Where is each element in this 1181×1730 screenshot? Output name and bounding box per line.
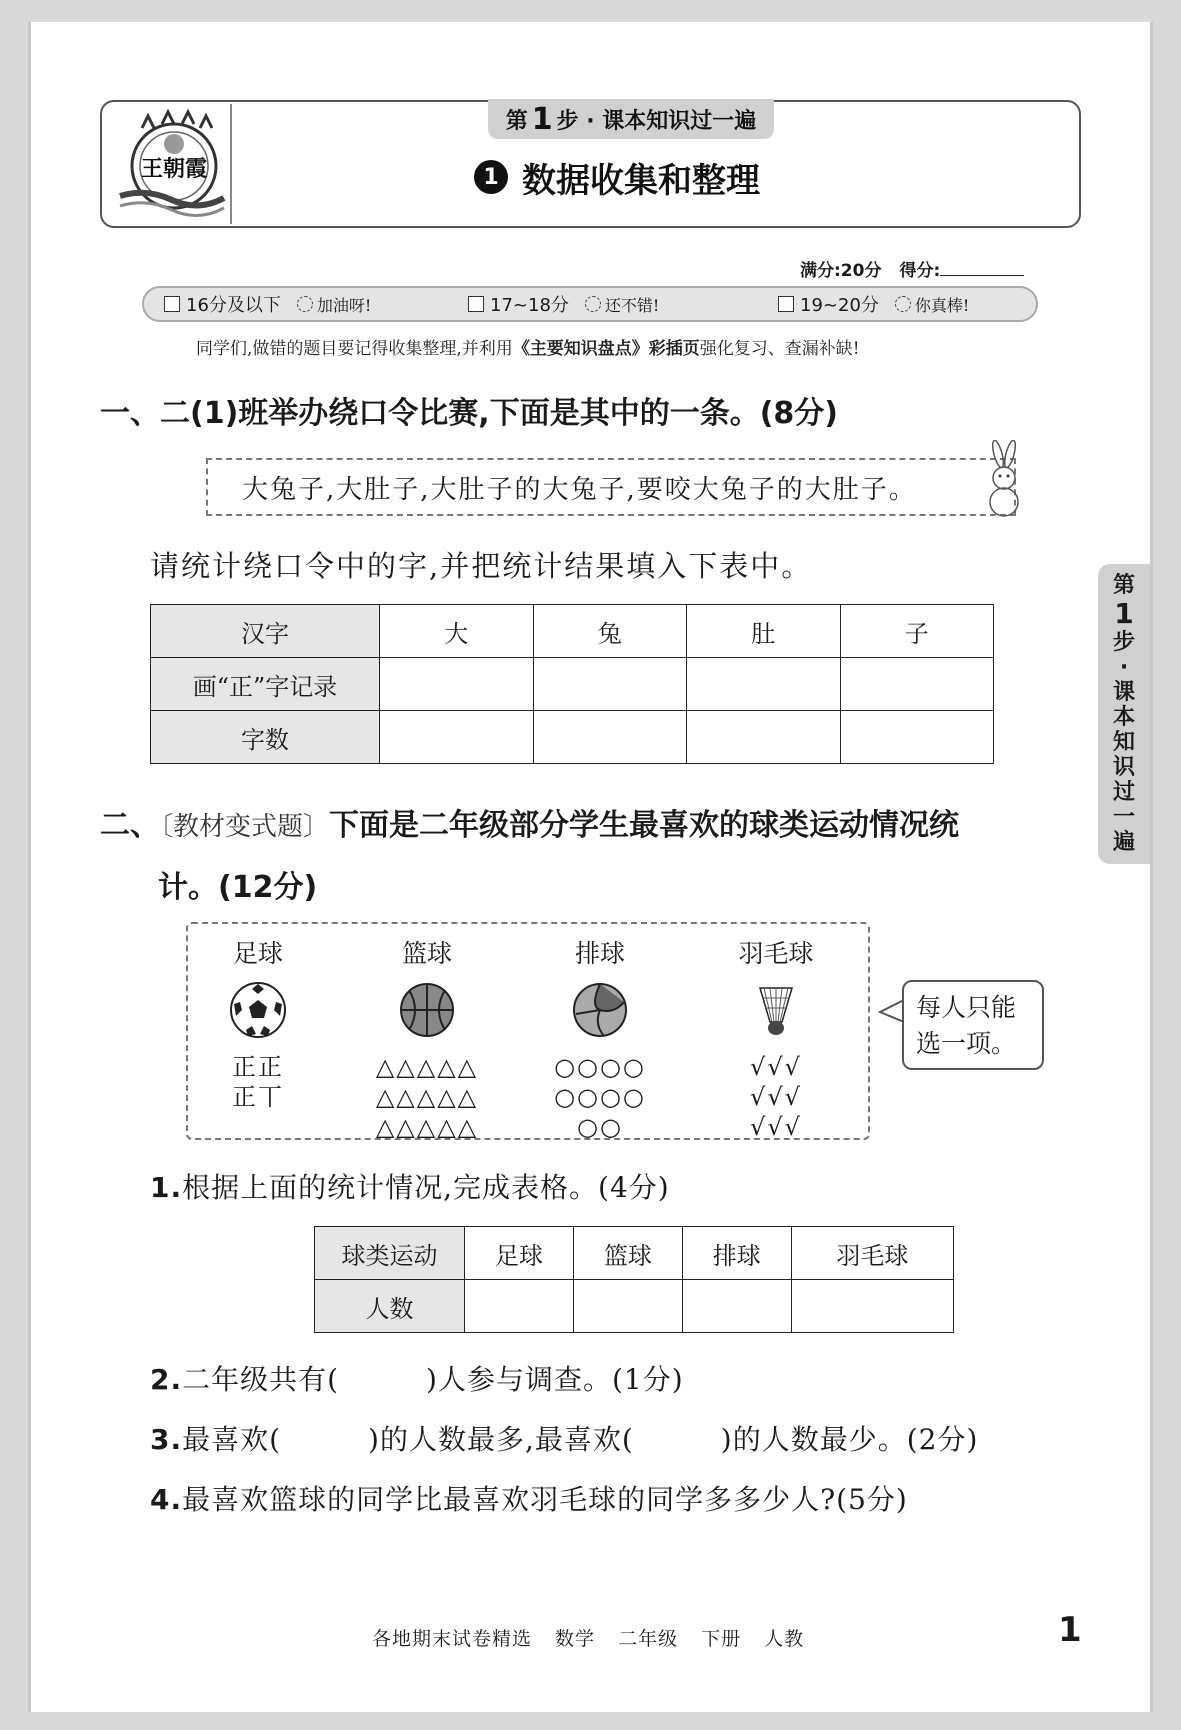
tongue-twister-text: 大兔子,大肚子,大肚子的大兔子,要咬大兔子的大肚子。: [242, 474, 917, 505]
sport-name: 羽毛球: [738, 939, 814, 968]
speech-line: 每人只能: [916, 993, 1017, 1022]
tally-line: 正丅: [232, 1083, 284, 1111]
answer-cell[interactable]: [687, 711, 841, 764]
answer-cell[interactable]: [533, 658, 687, 711]
tally-line: △△△△△: [375, 1113, 479, 1141]
tally-line: 正正: [232, 1053, 284, 1081]
sport-column-volleyball: [530, 934, 670, 1142]
grade-checkbox[interactable]: [164, 296, 180, 312]
logo-divider: [230, 104, 232, 224]
rabbit-icon: [980, 440, 1028, 520]
side-tab: [1098, 564, 1150, 864]
grade-checkbox[interactable]: [778, 296, 794, 312]
speech-bubble: [902, 980, 1044, 1070]
side-tab-char: 遍: [1112, 830, 1135, 855]
side-tab-char: 过: [1112, 780, 1135, 805]
table-header-cell: 兔: [533, 605, 687, 658]
step-number: 1: [531, 101, 553, 137]
answer-cell[interactable]: [682, 1280, 791, 1333]
sports-count-table: [314, 1226, 954, 1333]
face-icon: [585, 296, 601, 312]
side-tab-char: 步: [1112, 630, 1135, 655]
grade-bar: [142, 286, 1038, 322]
answer-cell[interactable]: [840, 658, 994, 711]
unit-title-text: 数据收集和整理: [522, 160, 760, 201]
table-header-cell: 足球: [465, 1227, 574, 1280]
answer-cell[interactable]: [791, 1280, 953, 1333]
face-icon: [895, 296, 911, 312]
question-1-title: 一、二(1)班举办绕口令比赛,下面是其中的一条。(8分): [100, 396, 838, 431]
step-banner: [488, 99, 774, 139]
answer-cell[interactable]: [840, 711, 994, 764]
sub-question-4: 4.最喜欢篮球的同学比最喜欢羽毛球的同学多多少人?(5分): [150, 1483, 908, 1516]
answer-cell[interactable]: [687, 658, 841, 711]
sport-name: 篮球: [401, 939, 452, 968]
sub-question-2: 2.二年级共有( )人参与调查。(1分): [150, 1363, 684, 1396]
tally-line: √√√: [750, 1083, 802, 1111]
count-label: 字数: [151, 711, 380, 764]
score-line: [800, 256, 1024, 281]
table-header-cell: 篮球: [573, 1227, 682, 1280]
sport-column-badminton: [706, 934, 846, 1142]
step-suffix: 步 · 课本知识过一遍: [556, 108, 757, 134]
answer-cell[interactable]: [380, 658, 534, 711]
answer-cell[interactable]: [573, 1280, 682, 1333]
full-score: 满分:20分: [800, 261, 882, 281]
side-tab-char: 课: [1112, 680, 1135, 705]
grade-praise: 还不错!: [604, 295, 660, 315]
sport-column-soccer: [188, 934, 328, 1112]
side-tab-number: 1: [1114, 597, 1134, 630]
grade-checkbox[interactable]: [468, 296, 484, 312]
score-blank[interactable]: [940, 256, 1024, 276]
tally-line: ○○○○: [554, 1053, 646, 1081]
people-count-label: 人数: [315, 1280, 465, 1333]
table-header-cell: 排球: [682, 1227, 791, 1280]
logo-text: 王朝霞: [140, 156, 208, 182]
side-tab-char: 一: [1112, 805, 1135, 830]
side-tab-char: 本: [1112, 705, 1135, 730]
basketball-icon: [397, 980, 457, 1040]
tally-line: ○○: [577, 1113, 623, 1141]
tally-record-label: 画“正”字记录: [151, 658, 380, 711]
step-prefix: 第: [505, 108, 528, 134]
table-header-cell: 大: [380, 605, 534, 658]
sport-name: 排球: [574, 939, 625, 968]
volleyball-icon: [570, 980, 630, 1040]
grade-range: 16分及以下: [186, 295, 281, 316]
grade-range: 19~20分: [800, 295, 879, 316]
table-header-cell: 球类运动: [315, 1227, 465, 1280]
question-2-title-cont: 计。(12分): [158, 870, 318, 905]
tally-line: √√√: [750, 1113, 802, 1141]
question-tag: 〔教材变式题〕: [160, 812, 330, 842]
grade-item-mid: [468, 288, 659, 320]
page-number: 1: [1058, 1610, 1082, 1650]
answer-cell[interactable]: [533, 711, 687, 764]
score-label: 得分:: [899, 256, 1024, 281]
table-header-cell: 羽毛球: [791, 1227, 953, 1280]
table-row: [315, 1227, 954, 1280]
tally-line: △△△△△: [375, 1053, 479, 1081]
grade-item-high: [778, 288, 969, 320]
side-tab-char: ·: [1119, 655, 1129, 680]
sport-column-basketball: [352, 934, 502, 1142]
face-icon: [297, 296, 313, 312]
table-row: [315, 1280, 954, 1333]
question-2-title: 二、〔教材变式题〕下面是二年级部分学生最喜欢的球类运动情况统: [100, 808, 960, 843]
unit-number-badge: 1: [474, 160, 508, 194]
grade-item-low: [164, 288, 371, 320]
speech-line: 选一项。: [916, 1029, 1017, 1058]
grade-praise: 你真棒!: [914, 295, 970, 315]
tally-line: △△△△△: [375, 1083, 479, 1111]
question-1-instruction: 请统计绕口令中的字,并把统计结果填入下表中。: [150, 549, 813, 583]
sub-question-3: 3.最喜欢( )的人数最多,最喜欢( )的人数最少。(2分): [150, 1423, 979, 1456]
shuttlecock-icon: [746, 980, 806, 1040]
sports-tally-box: [186, 922, 870, 1140]
table-row: [151, 605, 994, 658]
side-tab-char: 识: [1112, 755, 1135, 780]
table-header-cell: 肚: [687, 605, 841, 658]
publisher-logo: [112, 108, 230, 220]
grade-praise: 加油呀!: [316, 295, 372, 315]
table-row: [151, 711, 994, 764]
unit-title: [474, 152, 760, 202]
table-header-cell: 子: [840, 605, 994, 658]
tally-line: √√√: [750, 1053, 802, 1081]
sport-name: 足球: [232, 939, 283, 968]
tally-line: ○○○○: [554, 1083, 646, 1111]
character-count-table: [150, 604, 994, 764]
side-tab-char: 第: [1112, 573, 1135, 598]
side-tab-char: 知: [1112, 730, 1135, 755]
review-tip: 同学们,做错的题目要记得收集整理,并利用《主要知识盘点》彩插页强化复习、查漏补缺!: [196, 339, 860, 359]
answer-cell[interactable]: [465, 1280, 574, 1333]
tip-highlight: 《主要知识盘点》彩插页: [512, 339, 700, 359]
sub-question-1: 1.根据上面的统计情况,完成表格。(4分): [150, 1171, 670, 1204]
tongue-twister-box: [206, 458, 1016, 516]
answer-cell[interactable]: [380, 711, 534, 764]
footer-text: 各地期末试卷精选 数学 二年级 下册 人教: [372, 1628, 805, 1650]
soccer-ball-icon: [228, 980, 288, 1040]
grade-range: 17~18分: [490, 295, 569, 316]
table-row: [151, 658, 994, 711]
table-header-cell: 汉字: [151, 605, 380, 658]
